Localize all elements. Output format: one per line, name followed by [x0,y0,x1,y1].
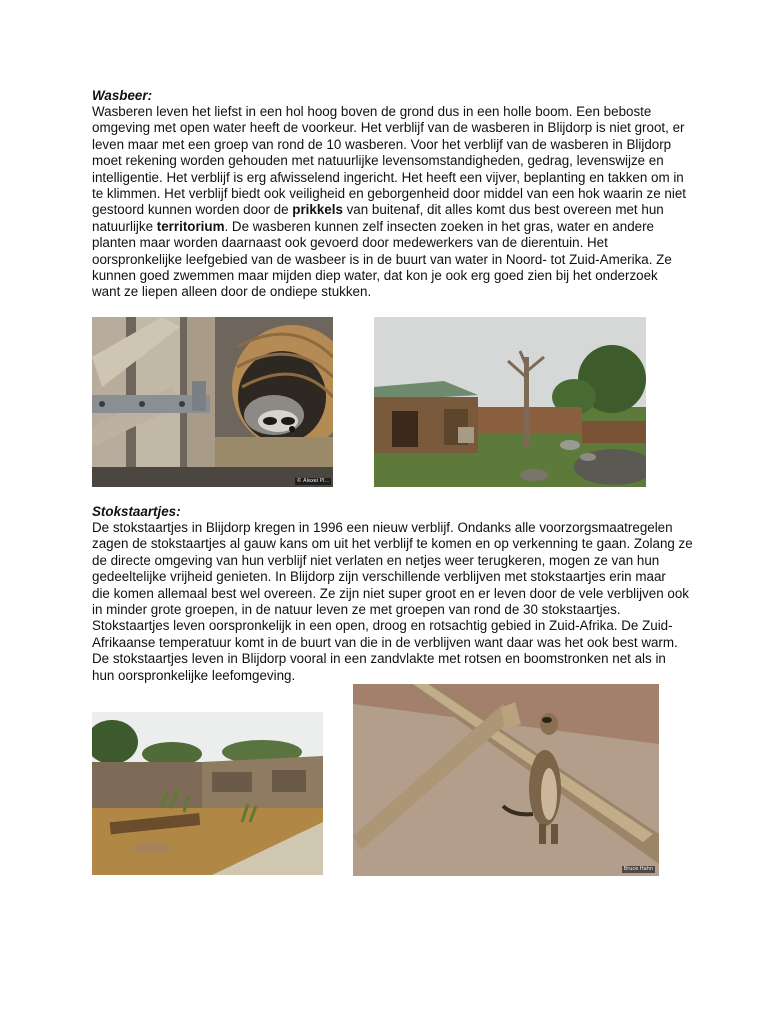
meerkat-enclosure-photo [92,712,323,875]
paragraph-line [92,219,692,235]
paragraph-line [92,569,692,585]
section-title-wasbeer: Wasbeer: [92,88,153,103]
bold-keyword: prikkels [292,202,343,218]
raccoon-enclosure-photo [374,317,646,487]
paragraph-line [92,104,692,120]
text-run: planten maar worden daarnaast ook gevoerd door medewerkers van de dierentuin. Het [92,235,608,251]
paragraph-line [92,602,692,618]
paragraph-line [92,268,692,284]
paragraph-line [92,153,692,169]
text-run: natuurlijke [92,218,157,234]
paragraph-stokstaartjes [92,520,692,684]
text-run: gestoord kunnen worden door de [92,202,293,218]
text-run: omgeving met open water heeft de voorkeur. Het verblijf van de wasberen in Blijdorp is niet groot, er [92,120,685,136]
paragraph-line [92,235,692,251]
text-run: van buitenaf, dit alles komt dus best overeen met hun [342,202,664,218]
paragraph-line [92,284,692,300]
text-run: Wasberen leven het liefst in een hol hoog boven de grond dus in een holle boom. Een beboste [92,104,652,119]
text-run: De stokstaartjes leven in Blijdorp vooral in een zandvlakte met rotsen en boomstronken net als in [92,651,666,667]
paragraph-line [92,170,692,186]
meerkat-standing-photo [353,684,659,876]
raccoon-basket-photo [92,317,333,487]
paragraph-line [92,520,692,536]
text-run: oorspronkelijke leefgebied van de wasbeer is in de buurt van water in Noord- tot Zuid-Amerika. Ze [92,251,672,267]
text-run: te klimmen. Het verblijf biedt ook veiligheid en geborgenheid door middel van een hok waarin ze niet [92,186,687,202]
text-run: kunnen goed zwemmen maar mijden diep water, dat kon je ook erg goed zien bij het onderzoek [92,268,658,284]
text-run: gedeeltelijke vrijheid genieten. In Blijdorp zijn verschillende verblijven met stokstaartjes erin maar [92,569,666,585]
photo-credit: Bruce Hahn [623,866,653,872]
paragraph-line [92,252,692,268]
paragraph-line [92,635,692,651]
paragraph-line [92,668,692,684]
paragraph-line [92,536,692,552]
paragraph-line [92,586,692,602]
text-run: want ze liepen alleen door de ondiepe stukken. [92,284,372,300]
text-run: . De wasberen kunnen zelf insecten zoeken in het gras, water en andere [224,218,654,234]
text-run: Stokstaartjes leven oorspronkelijk in een open, droog en rotsachtig gebied in Zuid-Afrika. De Zuid- [92,618,673,634]
paragraph-line [92,137,692,153]
text-run: De stokstaartjes in Blijdorp kregen in 1996 een nieuw verblijf. Ondanks alle voorzorgsmaatregelen [92,520,673,535]
text-run: zagen de stokstaartjes al gauw kans om uit het verblijf te komen en op verkenning te gaan. Zolang ze [92,536,693,552]
text-run: Afrikaanse temperatuur komt in de buurt van die in de verblijven want daar was het ook best warm. [92,634,678,650]
paragraph-line [92,618,692,634]
text-run: hun oorspronkelijke leefomgeving. [92,667,296,683]
photo-credit: © Alexei Pl... [296,478,329,484]
paragraph-line [92,651,692,667]
paragraph-line [92,202,692,218]
text-run: in minder grote groepen, in de natuur leven ze met groepen van rond de 30 stokstaartjes. [92,602,621,618]
text-run: leven maar met een groep van rond de 10 wasberen. Voor het verblijf van de wasberen in Blijdorp [92,136,672,152]
section-title-stokstaartjes: Stokstaartjes: [92,504,181,519]
bold-keyword: territorium [156,218,225,234]
text-run: moet rekening worden gehouden met natuurlijke levensomstandigheden, gedrag, levenswijze en [92,153,664,169]
paragraph-wasbeer [92,104,692,301]
paragraph-line [92,186,692,202]
text-run: intelligentie. Het verblijf is erg afwisselend ingericht. Het heeft een vijver, beplanting en takken om in [92,169,684,185]
text-run: die komen allemaal best wel overeen. Ze zijn niet super groot en er leven door de vele verblijven ook [92,585,689,601]
paragraph-line [92,553,692,569]
text-run: de directe omgeving van hun verblijf niet verlaten en netjes weer terugkeren, mogen ze van hun [92,552,660,568]
paragraph-line [92,120,692,136]
